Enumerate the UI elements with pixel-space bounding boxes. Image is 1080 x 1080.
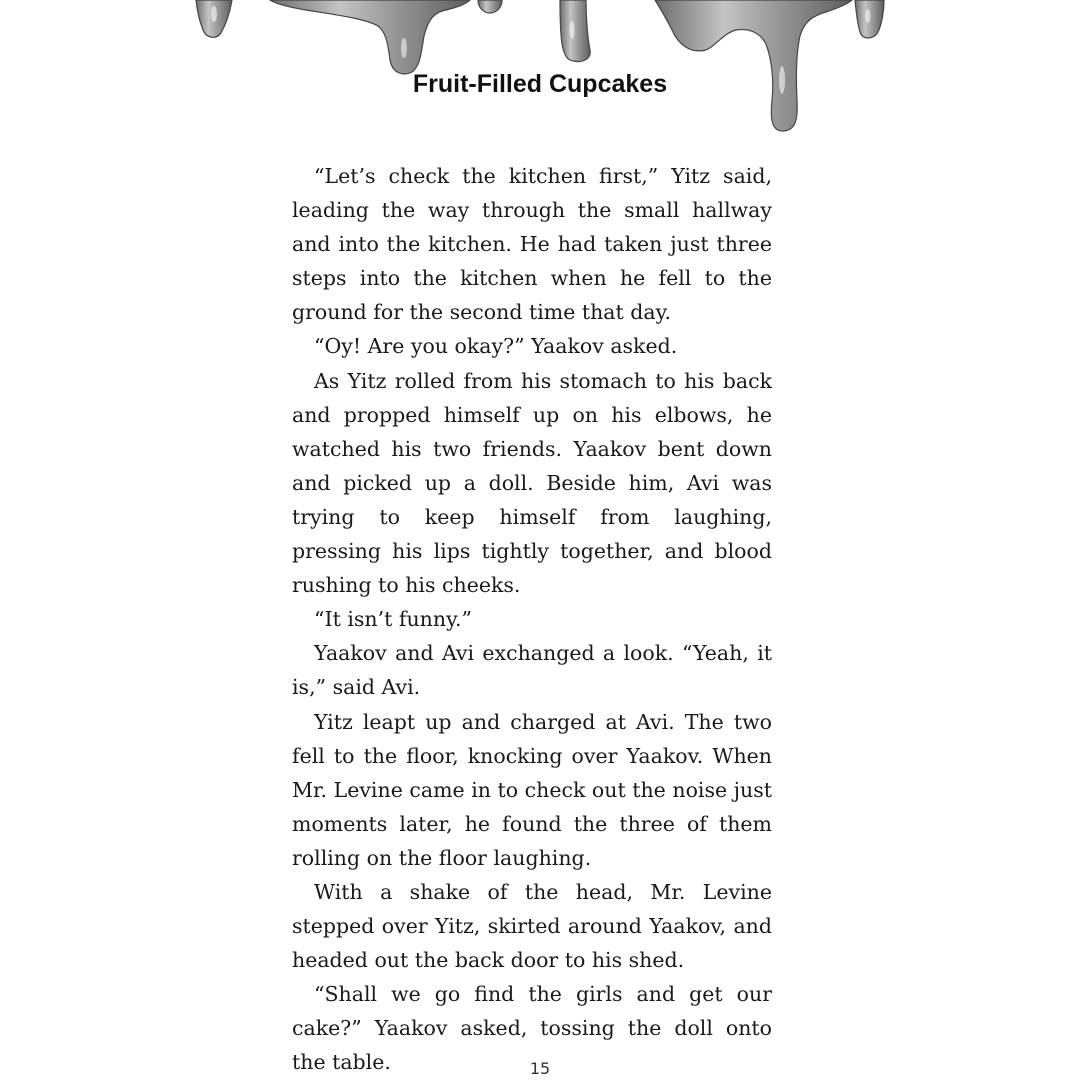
body-text	[292, 159, 772, 1080]
paragraph: “Let’s check the kitchen first,” Yitz said, leading the way through the small hallway and into the kitchen. He had taken just three steps into the kitchen when he fell to the ground for the second time that day.	[292, 164, 772, 325]
page-number: 15	[529, 1059, 551, 1078]
paragraph: Yaakov and Avi exchanged a look. “Yeah, it is,” said Avi.	[292, 641, 772, 700]
chapter-title: Fruit-Filled Cupcakes	[412, 70, 668, 98]
paragraph: “Oy! Are you okay?” Yaakov asked.	[314, 334, 678, 359]
paragraph: As Yitz rolled from his stomach to his back and propped himself up on his elbows, he watched his two friends. Yaakov bent down and picked up a doll. Beside him, Avi was trying to keep himself from laughing, pressing his lips tightly together, and blood rushing to his cheeks.	[292, 368, 772, 598]
paragraph: “Shall we go find the girls and get our cake?” Yaakov asked, tossing the doll onto the table.	[292, 982, 772, 1075]
paragraph: “It isn’t funny.”	[314, 607, 472, 632]
paragraph: With a shake of the head, Mr. Levine stepped over Yitz, skirted around Yaakov, and headed out the back door to his shed.	[292, 879, 772, 973]
paragraph: Yitz leapt up and charged at Avi. The two fell to the floor, knocking over Yaakov. When Mr. Levine came in to check out the noise just moments later, he found the three of them rolling on the floor laughing.	[292, 709, 772, 870]
